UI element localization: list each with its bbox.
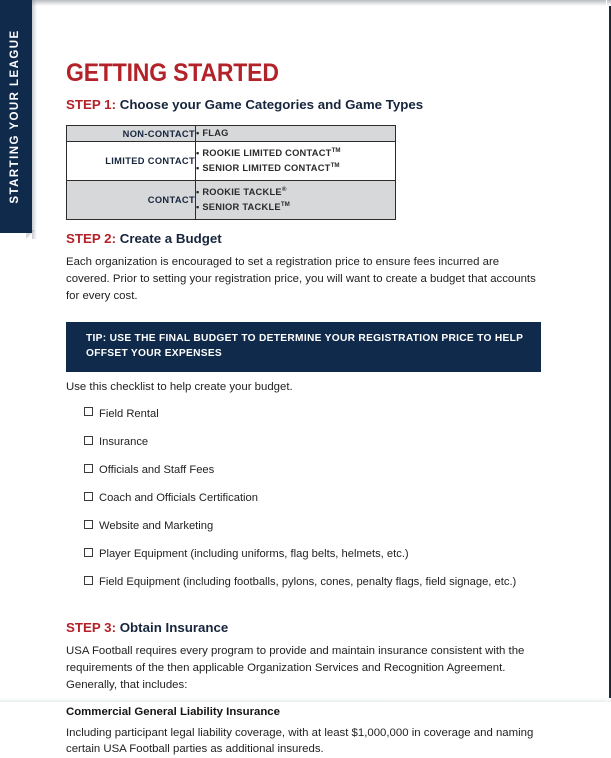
step-2-heading <box>66 220 545 247</box>
page-content <box>66 0 545 758</box>
section-ribbon-tab <box>0 0 32 233</box>
checkbox-icon[interactable] <box>84 576 93 585</box>
list-item[interactable] <box>84 407 545 435</box>
game-type-item <box>196 126 395 141</box>
step-3-heading <box>66 609 545 636</box>
page-right-margin <box>606 0 607 702</box>
step-3-paragraph: USA Football requires every program to provide and maintain insurance consistent with the requirements of the then applicable Organization Services and Recognition Agreement. Generally, that includes: <box>66 645 525 691</box>
game-category-cell: CONTACT <box>67 181 196 220</box>
step-2-title: Create a Budget <box>116 231 222 247</box>
game-type-text: • ROOKIE LIMITED CONTACT <box>196 148 332 159</box>
game-type-item <box>196 200 395 215</box>
list-item[interactable] <box>84 463 545 491</box>
list-item[interactable] <box>84 547 545 575</box>
checkbox-icon[interactable] <box>84 407 93 416</box>
game-categories-table-body <box>67 126 396 220</box>
game-category-cell: NON-CONTACT <box>67 126 196 142</box>
game-types-cell <box>196 126 396 142</box>
game-type-item <box>196 185 395 200</box>
table-row <box>67 126 396 142</box>
checklist-item-label: Website and Marketing <box>99 520 214 533</box>
game-type-item <box>196 161 395 176</box>
step-3-subparagraph: Including participant legal liability coverage, with at least $1,000,000 in coverage and naming certain USA Football parties as additional insureds. <box>66 726 534 756</box>
table-row <box>67 181 396 220</box>
tip-banner: TIP: USE THE FINAL BUDGET TO DETERMINE YOUR REGISTRATION PRICE TO HELP OFFSET YOUR EXPENSES <box>66 322 541 373</box>
checkbox-icon[interactable] <box>84 520 93 529</box>
game-type-text: • FLAG <box>196 128 229 139</box>
checkbox-icon[interactable] <box>84 548 93 557</box>
checklist-item-label: Field Equipment (including footballs, pylons, cones, penalty flags, field signage, etc.) <box>99 576 517 589</box>
registered-mark: ® <box>281 186 287 194</box>
checklist-item-label: Insurance <box>99 436 149 449</box>
game-type-text: • SENIOR TACKLE <box>196 202 281 213</box>
trademark-mark: TM <box>331 147 341 155</box>
table-row <box>67 142 396 181</box>
checklist-item-label: Player Equipment (including uniforms, flag belts, helmets, etc.) <box>99 548 409 561</box>
step-1-title: Choose your Game Categories and Game Types <box>116 97 424 113</box>
page-title: GETTING STARTED <box>66 59 279 87</box>
game-categories-table <box>66 125 396 220</box>
budget-checklist <box>66 396 545 603</box>
step-1-label: STEP 1: <box>66 97 117 113</box>
game-type-text: • SENIOR LIMITED CONTACT <box>196 163 331 174</box>
step-3-title: Obtain Insurance <box>116 620 229 636</box>
step-2-paragraph: Each organization is encouraged to set a registration price to ensure fees incurred are covered. Prior to setting your registration price, you will want to create a budget that accounts for every cost. <box>66 256 536 302</box>
trademark-mark: TM <box>330 162 340 170</box>
checkbox-icon[interactable] <box>84 436 93 445</box>
step-1-heading <box>66 86 545 113</box>
game-types-cell <box>196 181 396 220</box>
step-3-subheading: Commercial General Liability Insurance <box>66 705 280 718</box>
list-item[interactable] <box>84 519 545 547</box>
list-item[interactable] <box>84 575 545 603</box>
list-item[interactable] <box>84 435 545 463</box>
ribbon-shadow <box>32 0 37 239</box>
game-type-item <box>196 146 395 161</box>
checklist-intro: Use this checklist to help create your budget. <box>66 381 293 394</box>
section-ribbon-label: STARTING YOUR LEAGUE <box>9 29 21 204</box>
checklist-item-label: Coach and Officials Certification <box>99 492 258 505</box>
step-3-section <box>66 603 545 758</box>
trademark-mark: TM <box>280 201 290 209</box>
step-2-label: STEP 2: <box>66 231 117 247</box>
game-category-cell: LIMITED CONTACT <box>67 142 196 181</box>
checkbox-icon[interactable] <box>84 492 93 501</box>
game-type-text: • ROOKIE TACKLE <box>196 187 282 198</box>
game-types-cell <box>196 142 396 181</box>
checklist-item-label: Field Rental <box>99 407 159 420</box>
step-3-label: STEP 3: <box>66 620 117 636</box>
checklist-item-label: Officials and Staff Fees <box>99 464 215 477</box>
list-item[interactable] <box>84 491 545 519</box>
checkbox-icon[interactable] <box>84 464 93 473</box>
